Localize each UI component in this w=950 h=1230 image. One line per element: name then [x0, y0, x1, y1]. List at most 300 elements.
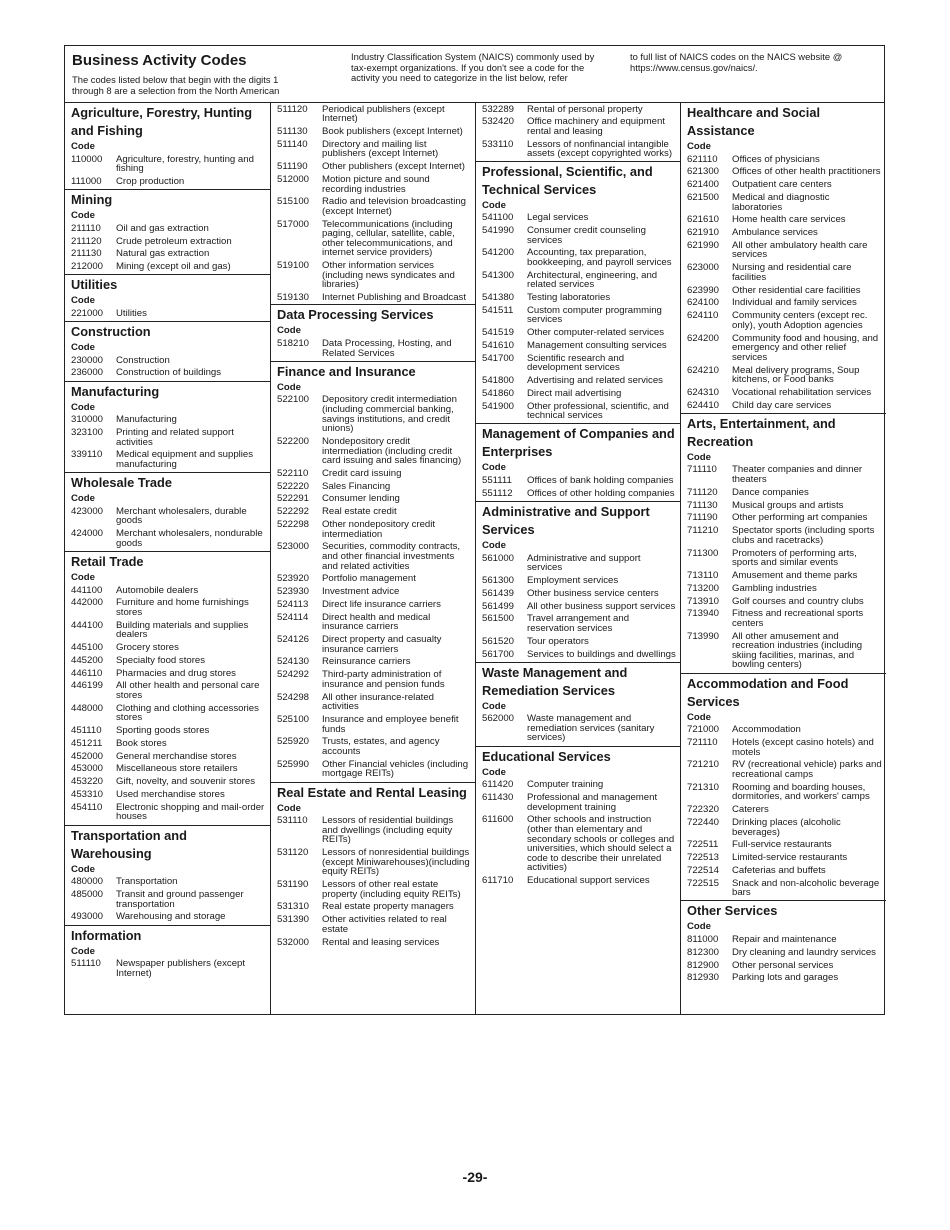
code-row	[277, 125, 471, 138]
activity-description: Manufacturing	[116, 414, 177, 426]
code-column-header: Code	[71, 295, 95, 307]
section-title: Utilities	[71, 277, 118, 293]
code-row	[687, 284, 882, 297]
activity-description: Used merchandise stores	[116, 789, 225, 801]
code-row	[71, 654, 266, 667]
industry-section	[681, 900, 886, 985]
activity-description: Real estate property managers	[322, 901, 454, 913]
code-row	[687, 759, 882, 781]
activity-description: Telecommunications (including paging, cellular, satellite, cable, other telecommunications, and internet service providers)	[322, 218, 455, 259]
activity-code: 711190	[687, 512, 718, 524]
code-row	[687, 332, 882, 364]
code-row	[687, 239, 882, 261]
activity-description: Rental of personal property	[527, 103, 643, 115]
activity-description: Lessors of residential buildings and dwellings (including equity REITs)	[322, 815, 454, 846]
code-row	[687, 547, 882, 569]
code-row	[687, 946, 882, 959]
code-row	[277, 713, 471, 735]
code-row	[277, 758, 471, 780]
code-column-header: Code	[71, 210, 95, 222]
code-row	[482, 269, 676, 291]
code-row	[687, 630, 882, 672]
code-row	[687, 525, 882, 547]
activity-description: Other schools and instruction (other than elementary and secondary schools or colleges and universities, which should select a code to describe their unrelated activities)	[527, 814, 675, 874]
activity-code: 611420	[482, 779, 514, 791]
activity-code: 722514	[687, 864, 720, 876]
activity-description: Community food and housing, and emergency and other relief services	[732, 332, 879, 363]
section-title: Agriculture, Forestry, Hunting and Fishing	[71, 105, 253, 138]
activity-code: 511110	[71, 958, 101, 970]
activity-description: All other ambulatory health care services	[732, 239, 868, 261]
activity-description: Insurance and employee benefit funds	[322, 713, 459, 735]
code-row	[71, 426, 266, 448]
activity-code: 531390	[277, 914, 310, 926]
code-column-header: Code	[277, 325, 301, 337]
activity-code: 561520	[482, 635, 515, 647]
code-row	[277, 878, 471, 900]
activity-code: 524113	[277, 598, 309, 610]
activity-code: 721110	[687, 737, 718, 748]
code-row	[71, 788, 266, 801]
section-title: Healthcare and Social Assistance	[687, 105, 820, 138]
activity-code: 812930	[687, 972, 720, 984]
activity-description: Sporting goods stores	[116, 725, 210, 737]
page-title: Business Activity Codes	[72, 52, 247, 69]
code-row	[482, 304, 676, 326]
activity-description: Amusement and theme parks	[732, 569, 858, 581]
activity-code: 522100	[277, 394, 310, 406]
code-row	[277, 138, 471, 160]
activity-code: 211130	[71, 248, 102, 260]
code-row	[71, 175, 266, 188]
activity-description: Agriculture, forestry, hunting and fishing	[116, 153, 254, 175]
code-row	[277, 815, 471, 847]
activity-code: 624410	[687, 399, 720, 411]
activity-description: Other residential care facilities	[732, 284, 861, 296]
code-column-header: Code	[482, 540, 506, 552]
activity-code: 621300	[687, 166, 720, 178]
section-title: Arts, Entertainment, and Recreation	[687, 415, 836, 449]
code-row	[687, 736, 882, 758]
activity-description: Vocational rehabilitation services	[732, 386, 872, 398]
activity-code: 711120	[687, 486, 718, 498]
continued-rows	[271, 103, 475, 304]
activity-code: 531310	[277, 901, 310, 913]
activity-code: 522220	[277, 480, 310, 492]
activity-code: 541100	[482, 212, 514, 224]
activity-description: Ambulance services	[732, 227, 818, 239]
activity-code: 453310	[71, 789, 104, 801]
activity-description: Direct mail advertising	[527, 387, 622, 399]
code-row	[687, 214, 882, 227]
code-row	[482, 291, 676, 304]
industry-section	[681, 413, 886, 673]
activity-code: 624210	[687, 364, 720, 376]
activity-description: Offices of other holding companies	[527, 487, 675, 499]
activity-description: Cafeterias and buffets	[732, 864, 826, 876]
activity-code: 221000	[71, 307, 104, 319]
code-row	[687, 310, 882, 332]
activity-description: Reinsurance carriers	[322, 656, 411, 668]
code-row	[277, 337, 471, 359]
activity-code: 722320	[687, 804, 720, 816]
activity-description: Sales Financing	[322, 480, 391, 492]
activity-code: 611600	[482, 814, 514, 826]
activity-description: Gift, novelty, and souvenir stores	[116, 776, 255, 788]
code-row	[277, 506, 471, 519]
code-row	[71, 958, 266, 980]
activity-code: 624110	[687, 310, 719, 322]
activity-code: 518210	[277, 337, 310, 349]
activity-description: Other performing art companies	[732, 512, 868, 524]
activity-description: Crop production	[116, 175, 185, 187]
activity-code: 524130	[277, 656, 310, 668]
activity-description: Crude petroleum extraction	[116, 235, 232, 247]
activity-description: Other activities related to real estate	[322, 914, 447, 935]
activity-code: 515100	[277, 196, 310, 208]
activity-description: Periodical publishers (except Internet)	[322, 103, 445, 125]
activity-code: 713110	[687, 569, 719, 581]
activity-description: Golf courses and country clubs	[732, 595, 864, 607]
code-row	[71, 888, 266, 910]
activity-description: Lessors of nonfinancial intangible assets (except copyrighted works)	[527, 138, 673, 160]
activity-code: 323100	[71, 427, 104, 438]
code-row	[482, 103, 676, 116]
code-row	[687, 569, 882, 582]
code-column-header: Code	[71, 863, 95, 875]
activity-description: Consumer credit counseling services	[527, 224, 646, 246]
activity-code: 541519	[482, 327, 515, 339]
code-column-header: Code	[71, 945, 95, 957]
activity-description: Legal services	[527, 212, 589, 224]
code-row	[71, 153, 266, 175]
activity-description: All other health and personal care stores	[116, 680, 260, 701]
code-row	[482, 791, 676, 813]
activity-description: Outpatient care centers	[732, 179, 832, 191]
activity-description: Natural gas extraction	[116, 248, 210, 260]
activity-description: Drinking places (alcoholic beverages)	[732, 816, 841, 838]
activity-description: Professional and management development training	[527, 792, 658, 813]
code-row	[482, 375, 676, 388]
activity-code: 441100	[71, 584, 103, 596]
activity-description: Rooming and boarding houses, dormitories, and workers' camps	[732, 781, 870, 803]
activity-description: Advertising and related services	[527, 375, 663, 387]
activity-code: 531190	[277, 879, 309, 891]
activity-description: Services to buildings and dwellings	[527, 648, 676, 660]
activity-description: Community centers (except rec. only), youth Adoption agencies	[732, 310, 868, 331]
code-column-header: Code	[71, 401, 95, 413]
activity-description: Full-service restaurants	[732, 839, 832, 851]
activity-description: Printing and related support activities	[116, 427, 234, 448]
activity-code: 561700	[482, 648, 515, 660]
activity-code: 522200	[277, 435, 310, 447]
activity-description: Furniture and home furnishings stores	[116, 597, 249, 618]
code-row	[277, 656, 471, 669]
column-4	[680, 103, 886, 1014]
activity-description: Offices of physicians	[732, 153, 820, 165]
activity-code: 444100	[71, 619, 104, 631]
code-row	[482, 400, 676, 422]
activity-code: 531120	[277, 847, 309, 859]
industry-section	[65, 274, 270, 321]
activity-description: Oil and gas extraction	[116, 222, 209, 234]
activity-code: 445100	[71, 642, 104, 654]
activity-code: 523000	[277, 541, 310, 553]
activity-description: Spectator sports (including sports clubs and racetracks)	[732, 525, 875, 546]
activity-code: 525990	[277, 758, 310, 770]
code-row	[687, 297, 882, 310]
activity-code: 532000	[277, 936, 310, 948]
activity-description: Gambling industries	[732, 582, 817, 594]
section-title: Retail Trade	[71, 553, 144, 569]
activity-description: Electronic shopping and mail-order houses	[116, 801, 265, 823]
section-title: Data Processing Services	[277, 307, 434, 323]
column-1	[65, 103, 270, 1014]
activity-code: 561439	[482, 587, 515, 599]
code-row	[687, 512, 882, 525]
activity-code: 621500	[687, 191, 720, 203]
activity-description: Transportation	[116, 876, 178, 888]
activity-description: Parking lots and garages	[732, 972, 839, 984]
activity-description: Nursing and residential care facilities	[732, 262, 852, 283]
activity-code: 624100	[687, 297, 720, 309]
code-column-header: Code	[482, 462, 506, 474]
activity-description: Testing laboratories	[527, 292, 611, 304]
industry-section	[476, 662, 680, 746]
activity-code: 523930	[277, 586, 310, 598]
code-row	[687, 153, 882, 166]
activity-description: Portfolio management	[322, 573, 416, 585]
code-row	[482, 487, 676, 500]
activity-description: Lessors of nonresidential buildings (except Miniwarehouses)(including equity REITs)	[322, 847, 470, 878]
activity-code: 621990	[687, 239, 720, 251]
activity-code: 480000	[71, 876, 104, 888]
industry-section	[476, 746, 680, 889]
code-row	[687, 364, 882, 386]
page-number: -29-	[462, 1169, 488, 1185]
code-row	[482, 474, 676, 487]
code-column-header: Code	[482, 766, 506, 778]
activity-description: Warehousing and storage	[116, 911, 226, 923]
activity-description: Hotels (except casino hotels) and motels	[732, 737, 874, 758]
activity-code: 621110	[687, 153, 718, 165]
activity-description: Merchant wholesalers, durable goods	[116, 505, 247, 527]
code-row	[277, 936, 471, 949]
activity-code: 454110	[71, 801, 103, 813]
activity-code: 722511	[687, 839, 719, 851]
activity-description: Individual and family services	[732, 297, 857, 309]
industry-section	[65, 321, 270, 381]
activity-description: Internet Publishing and Broadcast	[322, 292, 466, 304]
activity-code: 541300	[482, 269, 515, 281]
code-row	[482, 600, 676, 613]
activity-description: Computer training	[527, 779, 604, 791]
code-row	[687, 227, 882, 240]
activity-description: Other Financial vehicles (including mortgage REITs)	[322, 758, 469, 780]
activity-code: 623000	[687, 262, 720, 274]
activity-description: Real estate credit	[322, 506, 397, 518]
activity-code: 561500	[482, 613, 515, 625]
activity-code: 511120	[277, 103, 308, 115]
activity-code: 519100	[277, 260, 310, 272]
code-row	[482, 352, 676, 374]
industry-section	[65, 103, 270, 189]
section-title: Information	[71, 927, 142, 943]
activity-description: All other insurance-related activities	[322, 691, 434, 713]
code-row	[687, 262, 882, 284]
code-row	[71, 354, 266, 367]
activity-description: Fitness and recreational sports centers	[732, 608, 864, 629]
activity-code: 611710	[482, 875, 514, 887]
activity-description: All other business support services	[527, 600, 676, 612]
code-column-header: Code	[71, 141, 95, 152]
activity-code: 511130	[277, 125, 308, 137]
code-row	[687, 839, 882, 852]
activity-code: 110000	[71, 153, 103, 165]
code-row	[71, 367, 266, 380]
code-row	[71, 776, 266, 789]
activity-code: 211110	[71, 222, 101, 234]
activity-code: 525100	[277, 713, 310, 725]
code-column-header: Code	[71, 493, 95, 505]
activity-description: Book stores	[116, 737, 167, 749]
activity-code: 524126	[277, 634, 310, 646]
activity-description: Accommodation	[732, 724, 801, 736]
code-row	[687, 781, 882, 803]
activity-code: 551112	[482, 487, 513, 499]
activity-code: 522110	[277, 467, 309, 479]
code-row	[687, 608, 882, 630]
activity-description: Theater companies and dinner theaters	[732, 464, 863, 486]
activity-description: Musical groups and artists	[732, 499, 844, 511]
code-row	[687, 877, 882, 899]
section-title: Wholesale Trade	[71, 475, 172, 491]
section-title: Educational Services	[482, 748, 611, 764]
code-row	[277, 611, 471, 633]
code-row	[277, 518, 471, 540]
code-column-header: Code	[277, 802, 301, 814]
code-row	[71, 414, 266, 427]
activity-description: Specialty food stores	[116, 654, 206, 666]
activity-description: Book publishers (except Internet)	[322, 125, 463, 137]
activity-description: Data Processing, Hosting, and Related Services	[322, 337, 452, 359]
code-row	[482, 116, 676, 138]
activity-description: Utilities	[116, 307, 147, 319]
activity-code: 230000	[71, 354, 104, 366]
activity-code: 524298	[277, 691, 310, 703]
code-row	[277, 901, 471, 914]
activity-code: 423000	[71, 505, 104, 517]
activity-description: Repair and maintenance	[732, 934, 837, 945]
section-title: Other Services	[687, 903, 778, 919]
code-column-header: Code	[482, 199, 506, 211]
code-row	[277, 586, 471, 599]
activity-code: 541990	[482, 224, 515, 236]
code-row	[71, 680, 266, 702]
activity-description: Home health care services	[732, 214, 846, 226]
activity-code: 511190	[277, 161, 308, 173]
activity-description: Trusts, estates, and agency accounts	[322, 736, 440, 757]
code-row	[71, 528, 266, 550]
activity-description: Tour operators	[527, 635, 589, 647]
activity-code: 541700	[482, 352, 515, 364]
activity-code: 512000	[277, 173, 310, 185]
activity-code: 551111	[482, 475, 512, 487]
activity-code: 532289	[482, 103, 515, 115]
code-row	[687, 499, 882, 512]
activity-code: 541610	[482, 339, 515, 351]
code-row	[687, 851, 882, 864]
activity-code: 111000	[71, 175, 102, 187]
activity-description: Clothing and clothing accessories stores	[116, 702, 259, 724]
code-column-header: Code	[482, 700, 506, 712]
activity-description: Dry cleaning and laundry services	[732, 946, 876, 958]
activity-description: Other professional, scientific, and technical services	[527, 400, 669, 422]
code-row	[482, 779, 676, 792]
code-row	[687, 804, 882, 817]
code-row	[71, 597, 266, 619]
section-title: Professional, Scientific, and Technical Services	[482, 163, 653, 197]
code-row	[482, 138, 676, 160]
activity-description: Rental and leasing services	[322, 936, 440, 948]
code-row	[687, 864, 882, 877]
code-row	[687, 166, 882, 179]
activity-code: 713990	[687, 630, 720, 642]
industry-section	[681, 673, 886, 901]
activity-description: Office machinery and equipment rental and leasing	[527, 116, 665, 137]
activity-description: Caterers	[732, 804, 769, 816]
code-row	[277, 633, 471, 655]
code-row	[687, 595, 882, 608]
code-row	[71, 641, 266, 654]
code-row	[277, 541, 471, 573]
activity-code: 541380	[482, 292, 515, 304]
activity-code: 711300	[687, 547, 719, 559]
activity-code: 339110	[71, 449, 103, 461]
activity-code: 424000	[71, 528, 104, 540]
code-row	[687, 972, 882, 985]
code-row	[482, 247, 676, 269]
activity-code: 711130	[687, 499, 718, 511]
code-row	[71, 763, 266, 776]
code-row	[687, 191, 882, 213]
activity-description: Custom computer programming services	[527, 304, 662, 326]
code-row	[71, 449, 266, 471]
industry-section	[65, 472, 270, 551]
table-header	[65, 46, 884, 103]
code-column-header: Code	[687, 451, 711, 463]
activity-code: 517000	[277, 218, 310, 230]
code-row	[482, 224, 676, 246]
activity-description: Mining (except oil and gas)	[116, 261, 231, 273]
code-row	[71, 801, 266, 823]
activity-code: 722515	[687, 877, 720, 889]
code-row	[277, 480, 471, 493]
activity-description: Accounting, tax preparation, bookkeeping, and payroll services	[527, 247, 672, 268]
code-column-header: Code	[687, 141, 711, 152]
code-row	[482, 339, 676, 352]
code-row	[71, 702, 266, 724]
code-row	[687, 724, 882, 737]
activity-code: 493000	[71, 911, 104, 923]
activity-description: Promoters of performing arts, sports and similar events	[732, 547, 857, 569]
activity-description: Newspaper publishers (except Internet)	[116, 958, 246, 979]
section-title: Transportation and Warehousing	[71, 827, 187, 861]
activity-code: 211120	[71, 235, 102, 247]
code-row	[277, 260, 471, 292]
activity-code: 522291	[277, 493, 310, 505]
code-row	[71, 584, 266, 597]
